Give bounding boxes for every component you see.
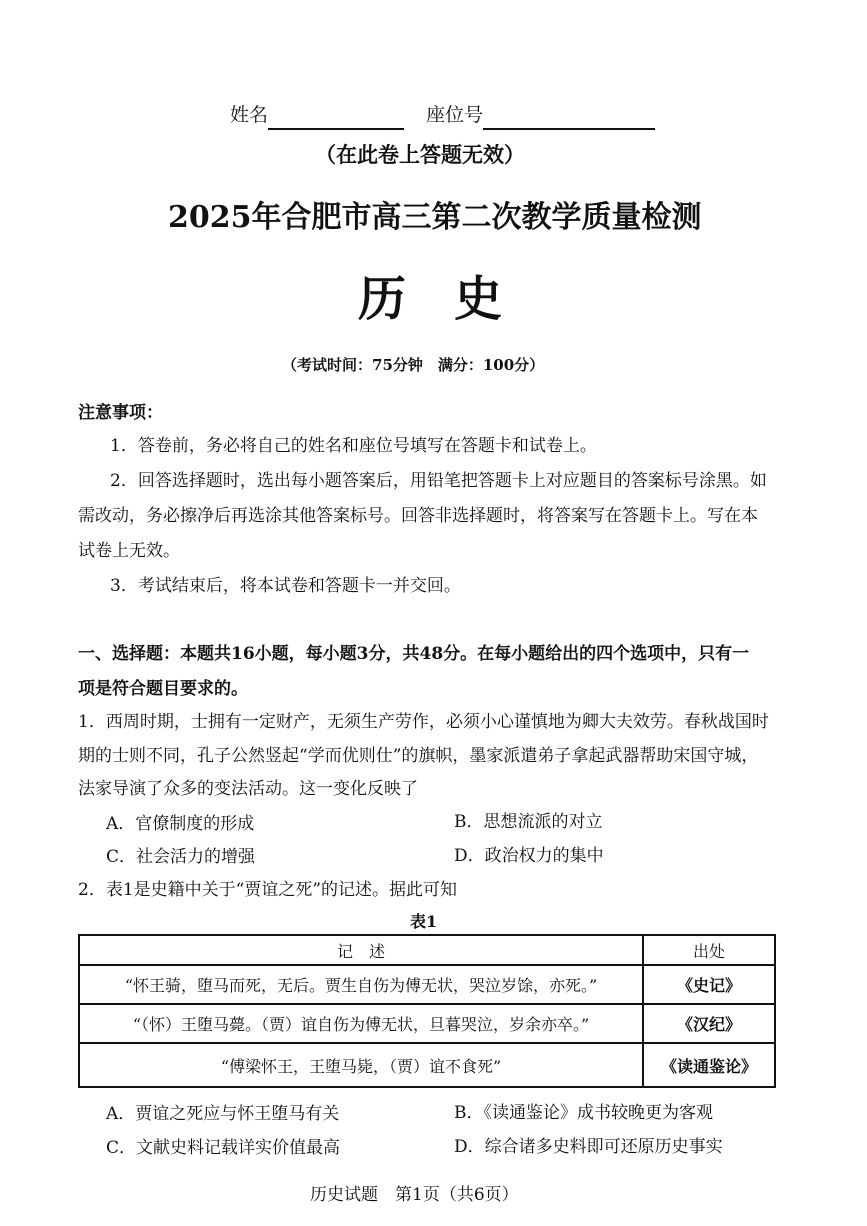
seat-field[interactable] <box>483 128 655 130</box>
q1-stem-line: 法家导演了众多的变法活动。这一变化反映了 <box>78 779 418 799</box>
table-row <box>79 1043 775 1087</box>
section-heading: 一、选择题：本题共16小题，每小题3分，共48分。在每小题给出的四个选项中，只有一 <box>78 644 750 664</box>
name-field[interactable] <box>268 128 404 130</box>
name-label: 姓名 <box>230 104 269 126</box>
exam-title: 2025年合肥市高三第二次教学质量检测 <box>168 200 702 235</box>
header-cell: 出处 <box>643 935 775 965</box>
exam-info: （考试时间：75分钟 满分：100分） <box>282 356 545 374</box>
q2-option-b: B．《读通鉴论》成书较晚更为客观 <box>454 1103 713 1123</box>
subject-title: 历 史 <box>358 271 503 327</box>
notice-title: 注意事项： <box>78 403 163 423</box>
source-table <box>78 934 776 1088</box>
notice-item: 1．答卷前，务必将自己的姓名和座位号填写在答题卡和试卷上。 <box>110 436 597 456</box>
q1-stem-line: 期的士则不同，孔子公然竖起“学而优则仕”的旗帜，墨家派遣弟子拿起武器帮助宋国守城， <box>78 746 759 766</box>
q1-option-d: D．政治权力的集中 <box>454 846 604 866</box>
table-cell: 《汉纪》 <box>643 1004 775 1043</box>
section-heading-cont: 项是符合题目要求的。 <box>78 679 248 699</box>
table-cell: 《史记》 <box>643 965 775 1004</box>
q1-option-a: A．官僚制度的形成 <box>106 814 255 834</box>
notice-item: 试卷上无效。 <box>78 541 180 561</box>
page-footer: 历史试题 第1页（共6页） <box>310 1185 519 1205</box>
table-row <box>79 1004 775 1043</box>
q2-option-d: D．综合诸多史料即可还原历史事实 <box>454 1137 723 1157</box>
table-cell: “傅梁怀王，王堕马毙，（贾）谊不食死” <box>79 1043 643 1087</box>
notice-item: 2．回答选择题时，选出每小题答案后，用铅笔把答题卡上对应题目的答案标号涂黑。如 <box>110 471 767 491</box>
header-cell: 记 述 <box>79 935 643 965</box>
table-cell: “怀王骑，堕马而死，无后。贾生自伤为傅无状，哭泣岁馀，亦死。” <box>79 965 643 1004</box>
table-caption: 表1 <box>410 912 438 931</box>
notice-item: 3．考试结束后，将本试卷和答题卡一并交回。 <box>110 576 461 596</box>
notice-item: 需改动，务必擦净后再选涂其他答案标号。回答非选择题时，将答案写在答题卡上。写在本 <box>78 506 758 526</box>
q2-option-c: C．文献史料记载详实价值最高 <box>106 1138 341 1158</box>
name-seat-line <box>230 100 655 130</box>
table-row <box>79 965 775 1004</box>
q2-option-a: A．贾谊之死应与怀王堕马有关 <box>106 1104 340 1124</box>
table-header-row <box>79 935 775 965</box>
table-cell: 《读通鉴论》 <box>643 1043 775 1087</box>
q1-option-c: C．社会活力的增强 <box>106 847 256 867</box>
q1-option-b: B．思想流派的对立 <box>454 812 603 832</box>
seat-label: 座位号 <box>426 104 484 126</box>
q2-stem: 2．表1是史籍中关于“贾谊之死”的记述。据此可知 <box>78 880 458 900</box>
table-cell: “（怀）王堕马薨。（贾）谊自伤为傅无状，旦暮哭泣，岁余亦卒。” <box>79 1004 643 1043</box>
invalid-note: （在此卷上答题无效） <box>315 142 525 167</box>
q1-stem-line: 1．西周时期，士拥有一定财产，无须生产劳作，必须小心谨慎地为卿大夫效劳。春秋战国时 <box>78 712 769 732</box>
